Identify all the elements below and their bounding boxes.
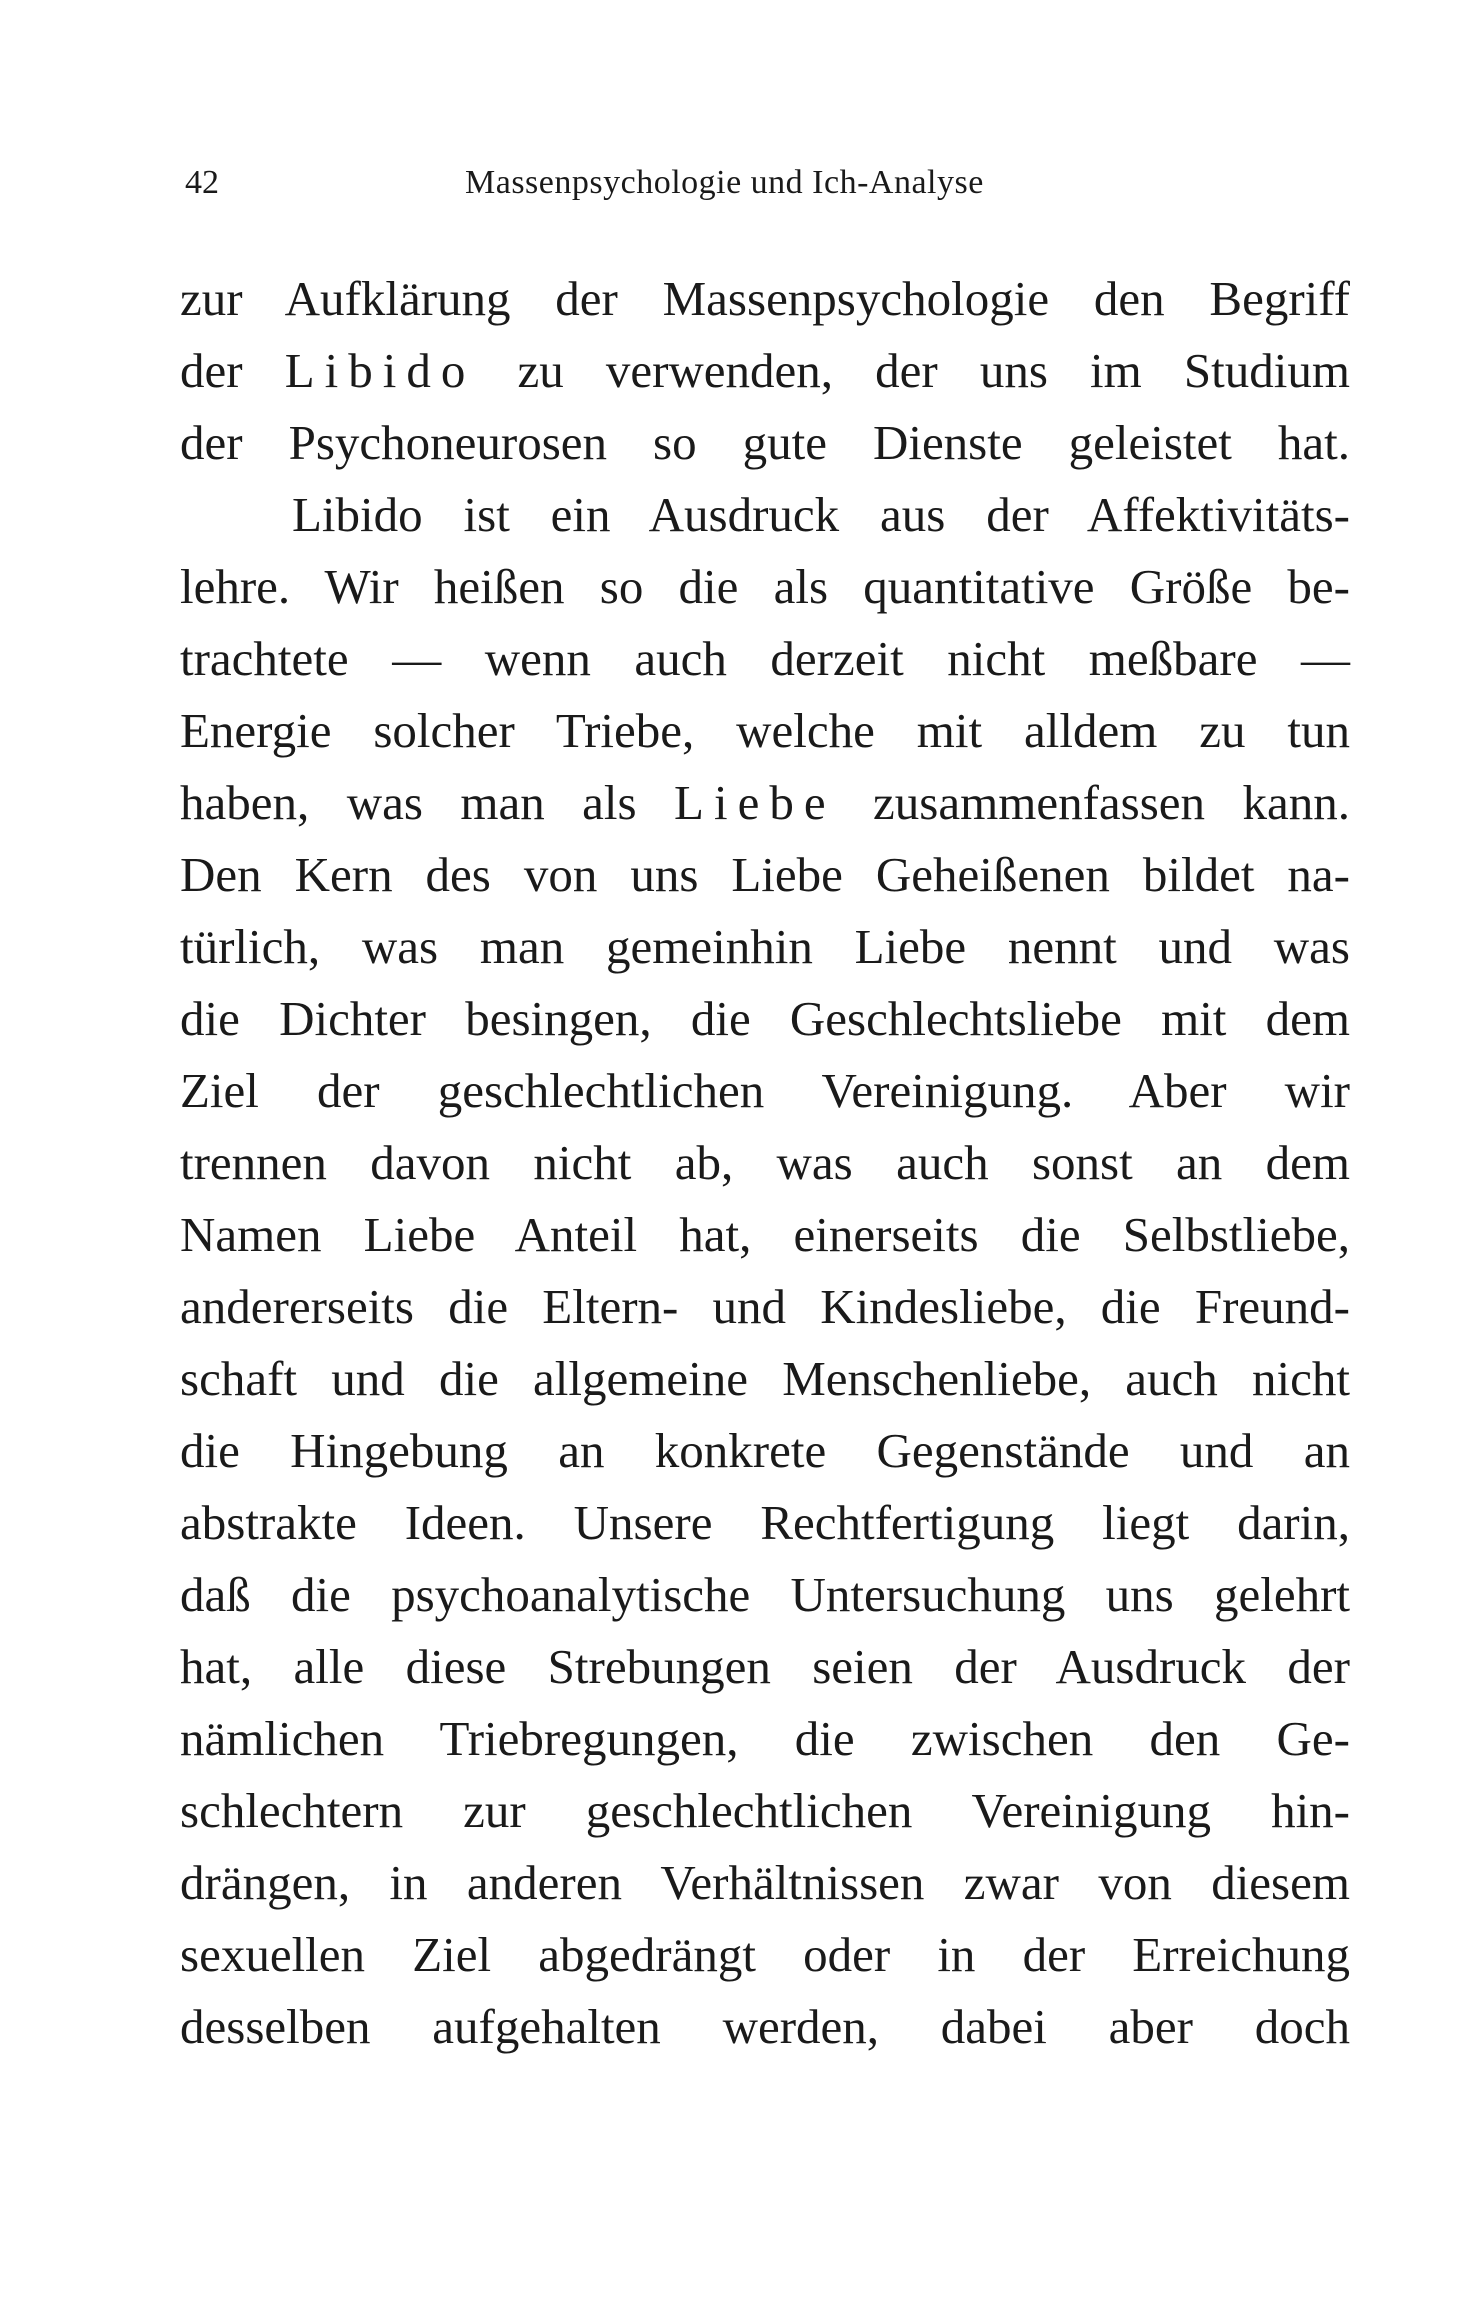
text-line: türlich, was man gemeinhin Liebe nennt und was: [180, 919, 1350, 974]
text-segment: zu verwenden, der uns im Studium: [475, 343, 1350, 398]
page-number: 42: [185, 164, 219, 201]
text-line: trachtete — wenn auch derzeit nicht meßbare —: [180, 631, 1350, 686]
text-line: zur Aufklärung der Massenpsychologie den Begriff: [180, 271, 1350, 326]
text-line: Namen Liebe Anteil hat, einerseits die Selbstliebe,: [180, 1207, 1350, 1262]
text-line: Ziel der geschlechtlichen Vereinigung. Aber wir: [180, 1063, 1350, 1118]
text-line: Den Kern des von uns Liebe Geheißenen bildet na-: [180, 847, 1350, 902]
text-line: schaft und die allgemeine Menschenliebe, auch nicht: [180, 1351, 1350, 1406]
text-line: die Dichter besingen, die Geschlechtsliebe mit dem: [180, 991, 1350, 1046]
text-line: drängen, in anderen Verhältnissen zwar von diesem: [180, 1855, 1350, 1910]
text-segment: der: [180, 343, 285, 398]
text-line: [180, 335, 1350, 407]
text-line: Energie solcher Triebe, welche mit alldem zu tun: [180, 703, 1350, 758]
body-text: [180, 263, 1350, 2063]
text-line: hat, alle diese Strebungen seien der Ausdruck der: [180, 1639, 1350, 1694]
text-line: Libido ist ein Ausdruck aus der Affektivitäts-: [292, 487, 1350, 542]
text-line: abstrakte Ideen. Unsere Rechtfertigung liegt darin,: [180, 1495, 1350, 1550]
text-line: sexuellen Ziel abgedrängt oder in der Erreichung: [180, 1927, 1350, 1982]
text-line: trennen davon nicht ab, was auch sonst an dem: [180, 1135, 1350, 1190]
emphasized-term: Liebe: [674, 775, 836, 830]
text-line: daß die psychoanalytische Untersuchung uns gelehrt: [180, 1567, 1350, 1622]
running-head: [185, 158, 1080, 208]
text-line: [180, 767, 1350, 839]
emphasized-term: Libido: [284, 343, 476, 398]
text-line: andererseits die Eltern- und Kindesliebe, die Freund-: [180, 1279, 1350, 1334]
text-line: schlechtern zur geschlechtlichen Vereinigung hin-: [180, 1783, 1350, 1838]
text-line: desselben aufgehalten werden, dabei aber doch: [180, 1999, 1350, 2054]
running-title: Massenpsychologie und Ich-Analyse: [465, 164, 984, 201]
text-segment: zusammenfassen kann.: [835, 775, 1350, 830]
text-segment: haben, was man als: [180, 775, 675, 830]
text-line: lehre. Wir heißen so die als quantitative Größe be-: [180, 559, 1350, 614]
text-line: die Hingebung an konkrete Gegenstände und an: [180, 1423, 1350, 1478]
text-line: der Psychoneurosen so gute Dienste geleistet hat.: [180, 415, 1350, 470]
text-line: nämlichen Triebregungen, die zwischen den Ge-: [180, 1711, 1350, 1766]
